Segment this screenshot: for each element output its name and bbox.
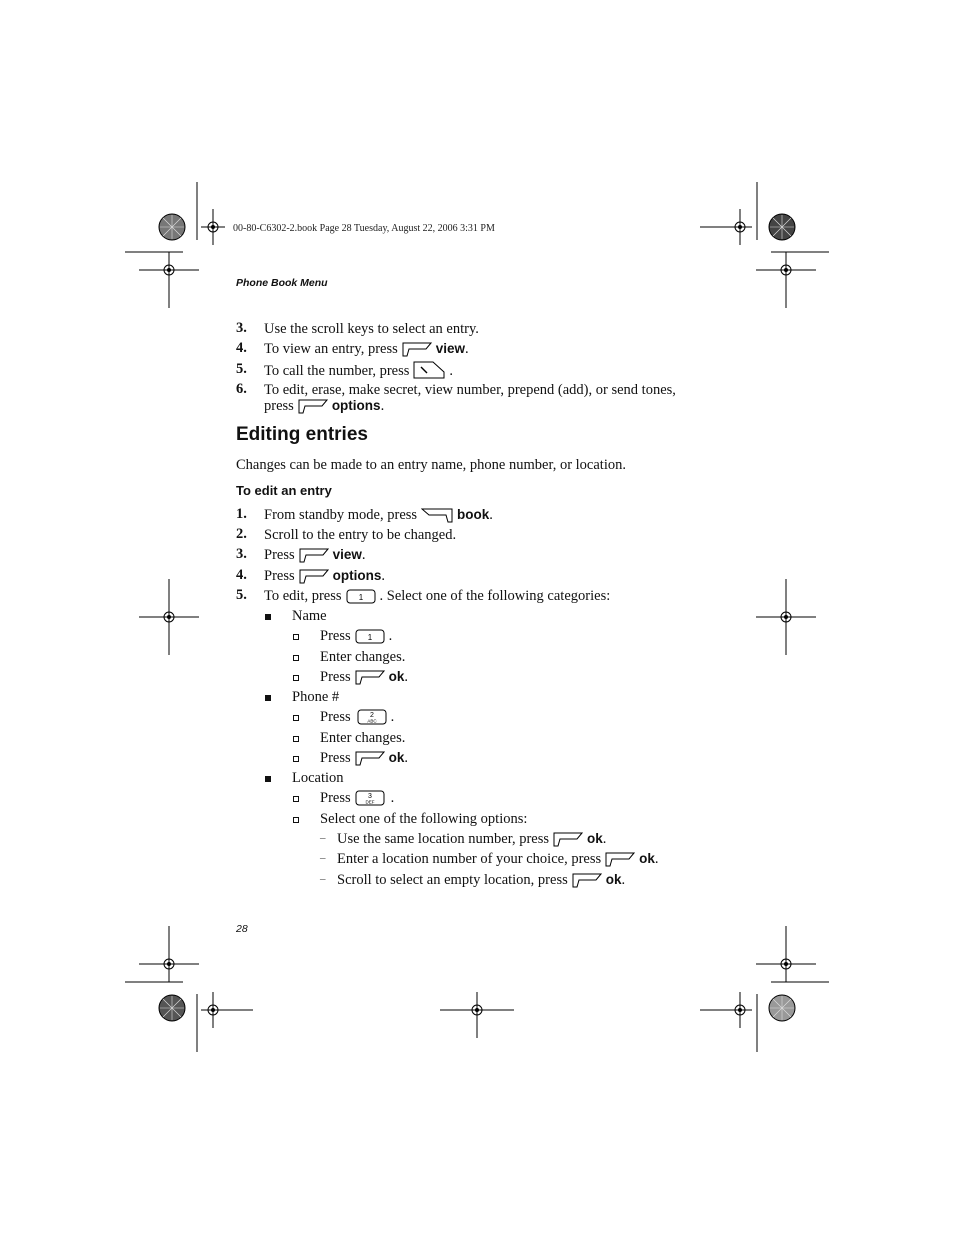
step-number: 3. xyxy=(236,320,247,336)
step-text: Scroll to the entry to be changed. xyxy=(264,527,457,543)
bullet xyxy=(265,776,271,782)
softkey-right-icon xyxy=(572,872,602,888)
softkey-right-icon xyxy=(299,547,329,563)
sub-step: Press 1 . xyxy=(320,628,393,644)
checkbox-bullet xyxy=(293,817,299,823)
step-text: Press view. xyxy=(264,547,366,563)
softkey-right-icon xyxy=(299,568,329,584)
step-text: From standby mode, press book. xyxy=(264,507,493,523)
softkey-right-icon xyxy=(355,750,385,766)
key-2-icon xyxy=(355,709,387,725)
option-item: Enter a location number of your choice, press ok. xyxy=(337,851,659,867)
svg-text:ABC: ABC xyxy=(366,718,377,724)
step-number: 5. xyxy=(236,587,247,603)
dash-bullet: – xyxy=(320,873,326,885)
softkey-left-icon xyxy=(421,507,453,523)
softkey-right-icon xyxy=(402,341,432,357)
step-text: To view an entry, press view. xyxy=(264,341,469,357)
step-text: To call the number, press . xyxy=(264,363,454,379)
softkey-right-icon xyxy=(298,398,328,414)
step-text: To edit, press 1 . Select one of the following categories: xyxy=(264,588,611,604)
option-item: Scroll to select an empty location, press ok. xyxy=(337,872,626,888)
section-title: Editing entries xyxy=(236,424,368,445)
sub-step: Enter changes. xyxy=(320,730,406,746)
step-number: 5. xyxy=(236,361,247,377)
checkbox-bullet xyxy=(293,736,299,742)
step-text: To edit, erase, make secret, view number, prepend (add), or send tones, xyxy=(264,382,676,398)
sub-step: Press ok. xyxy=(320,750,409,766)
category-name: Name xyxy=(292,608,327,624)
sub-step: Enter changes. xyxy=(320,649,406,665)
softkey-right-icon xyxy=(605,851,635,867)
subsection-title: To edit an entry xyxy=(236,483,332,498)
category-phone: Phone # xyxy=(292,689,340,705)
key-1-icon xyxy=(346,588,376,604)
page-number: 28 xyxy=(236,923,248,935)
svg-text:1: 1 xyxy=(367,633,372,642)
send-key-icon xyxy=(413,361,445,379)
step-number: 2. xyxy=(236,526,247,542)
bullet xyxy=(265,614,271,620)
softkey-right-icon xyxy=(355,669,385,685)
svg-text:DEF: DEF xyxy=(365,799,375,805)
dash-bullet: – xyxy=(320,832,326,844)
checkbox-bullet xyxy=(293,655,299,661)
checkbox-bullet xyxy=(293,715,299,721)
option-item: Use the same location number, press ok. xyxy=(337,831,607,847)
step-number: 6. xyxy=(236,381,247,397)
section-intro: Changes can be made to an entry name, phone number, or location. xyxy=(236,457,626,473)
step-text: Press options. xyxy=(264,568,385,584)
svg-text:1: 1 xyxy=(358,593,363,602)
step-text: Use the scroll keys to select an entry. xyxy=(264,321,479,337)
svg-text:2: 2 xyxy=(369,712,374,719)
step-text-continued: press options. xyxy=(264,398,385,414)
checkbox-bullet xyxy=(293,796,299,802)
dash-bullet: – xyxy=(320,852,326,864)
print-slug: 00-80-C6302-2.book Page 28 Tuesday, August 22, 2006 3:31 PM xyxy=(233,223,495,234)
step-number: 1. xyxy=(236,506,247,522)
checkbox-bullet xyxy=(293,756,299,762)
step-number: 4. xyxy=(236,340,247,356)
sub-step: Press 2 ABC . xyxy=(320,709,395,725)
running-head: Phone Book Menu xyxy=(236,277,328,289)
sub-step: Select one of the following options: xyxy=(320,811,528,827)
step-number: 3. xyxy=(236,546,247,562)
checkbox-bullet xyxy=(293,634,299,640)
category-location: Location xyxy=(292,770,344,786)
svg-text:3: 3 xyxy=(367,793,372,800)
checkbox-bullet xyxy=(293,675,299,681)
step-number: 4. xyxy=(236,567,247,583)
bullet xyxy=(265,695,271,701)
key-1-icon xyxy=(355,628,385,644)
softkey-right-icon xyxy=(553,831,583,847)
key-3-icon xyxy=(355,790,387,806)
sub-step: Press ok. xyxy=(320,669,409,685)
sub-step: Press 3 DEF . xyxy=(320,790,395,806)
